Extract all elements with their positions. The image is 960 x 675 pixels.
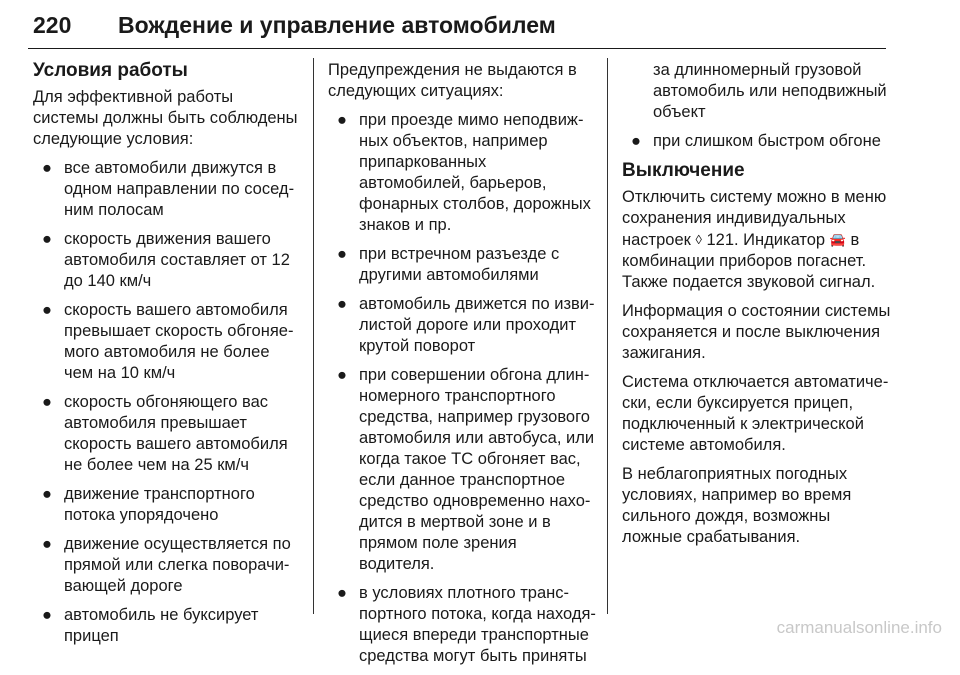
list-item: ● при проезде мимо неподвижных объектов, например припаркованных автомобилей, барьеров, фонарных столбов, дорожных знаков и пр.: [337, 111, 591, 234]
page-reference-icon: ◊: [695, 232, 702, 247]
section-heading-conditions: Условия работы: [33, 60, 188, 81]
column-divider: [607, 58, 608, 614]
no-warning-list: [328, 110, 596, 667]
bullet-icon: ●: [337, 584, 347, 602]
section-heading-deactivation: Выключение: [622, 160, 745, 181]
list-item: ● скорость движения вашего автомобиля составляет от 12 до 140 км/ч: [42, 230, 290, 290]
list-item: ● при слишком быстром обгоне: [631, 132, 881, 150]
list-item: ● в условиях плотного транспортного потока, когда находящиеся впереди транспортные средства могут быть приняты: [337, 584, 596, 665]
list-item: ● при встречном разъезде с другими автомобилями: [337, 245, 560, 284]
column-1: [33, 60, 299, 655]
list-item: ● автомобиль не буксирует прицеп: [42, 606, 259, 645]
bullet-icon: ●: [42, 159, 52, 177]
list-item: ● скорость вашего автомобиля превышает скорость обгоняемого автомобиля не более чем на 10 км/ч: [42, 301, 294, 382]
list-item: ● движение транспортного потока упорядочено: [42, 485, 255, 524]
list-item: ● автомобиль движется по извилистой дороге или проходит крутой поворот: [337, 295, 595, 355]
conditions-list: [33, 158, 299, 647]
bullet-icon: ●: [337, 245, 347, 263]
page-number: 220: [33, 12, 72, 38]
list-item: ● при совершении обгона длинномерного транспортного средства, например грузового автомобиля или автобуса, или когда такое ТС обгоняет вас, если данное транспортное средство одновременно находится в мертвой зоне и в прямом поле зрения водителя.: [337, 366, 595, 573]
bullet-icon: ●: [42, 230, 52, 248]
bullet-icon: ●: [42, 535, 52, 553]
column-2: [328, 60, 596, 675]
page-reference: 121: [706, 231, 734, 249]
paragraph: Система отключается автоматически, если буксируется прицеп, подключенный к электрической системе автомобиля.: [622, 373, 889, 454]
no-warning-list-cont: [622, 131, 892, 152]
watermark: carmanualsonline.info: [776, 618, 942, 637]
bullet-icon: ●: [42, 485, 52, 503]
bullet-icon: ●: [42, 606, 52, 624]
list-item-continuation: за длинномерный грузовой автомобиль или неподвижный объект: [653, 61, 887, 121]
side-blind-zone-indicator-icon: 🚘: [829, 232, 846, 247]
bullet-icon: ●: [337, 295, 347, 313]
page-header: [28, 0, 886, 49]
bullet-icon: ●: [337, 111, 347, 129]
column-3: [622, 60, 892, 556]
bullet-icon: ●: [337, 366, 347, 384]
paragraph: В неблагоприятных погодных условиях, например во время сильного дождя, возможны ложные срабатывания.: [622, 465, 852, 546]
page-title: Вождение и управление автомобилем: [118, 12, 556, 38]
list-item: ● все автомобили движутся в одном направлении по соседним полосам: [42, 159, 295, 219]
bullet-icon: ●: [631, 132, 641, 150]
paragraph: Предупреждения не выдаются в следующих ситуациях:: [328, 61, 577, 100]
list-item: ● движение осуществляется по прямой или слегка поворачивающей дороге: [42, 535, 291, 595]
paragraph: Для эффективной работы системы должны быть соблюдены следующие условия:: [33, 88, 298, 148]
bullet-icon: ●: [42, 301, 52, 319]
paragraph: Отключить систему можно в меню сохранения индивидуальных настроек ◊ 121. Индикатор 🚘 в комбинации приборов погаснет. Также подается звуковой сигнал.: [622, 188, 887, 291]
paragraph: Информация о состоянии системы сохраняется и после выключения зажигания.: [622, 302, 891, 362]
bullet-icon: ●: [42, 393, 52, 411]
column-divider: [313, 58, 314, 614]
list-item: ● скорость обгоняющего вас автомобиля превышает скорость вашего автомобиля не более чем на 25 км/ч: [42, 393, 288, 474]
